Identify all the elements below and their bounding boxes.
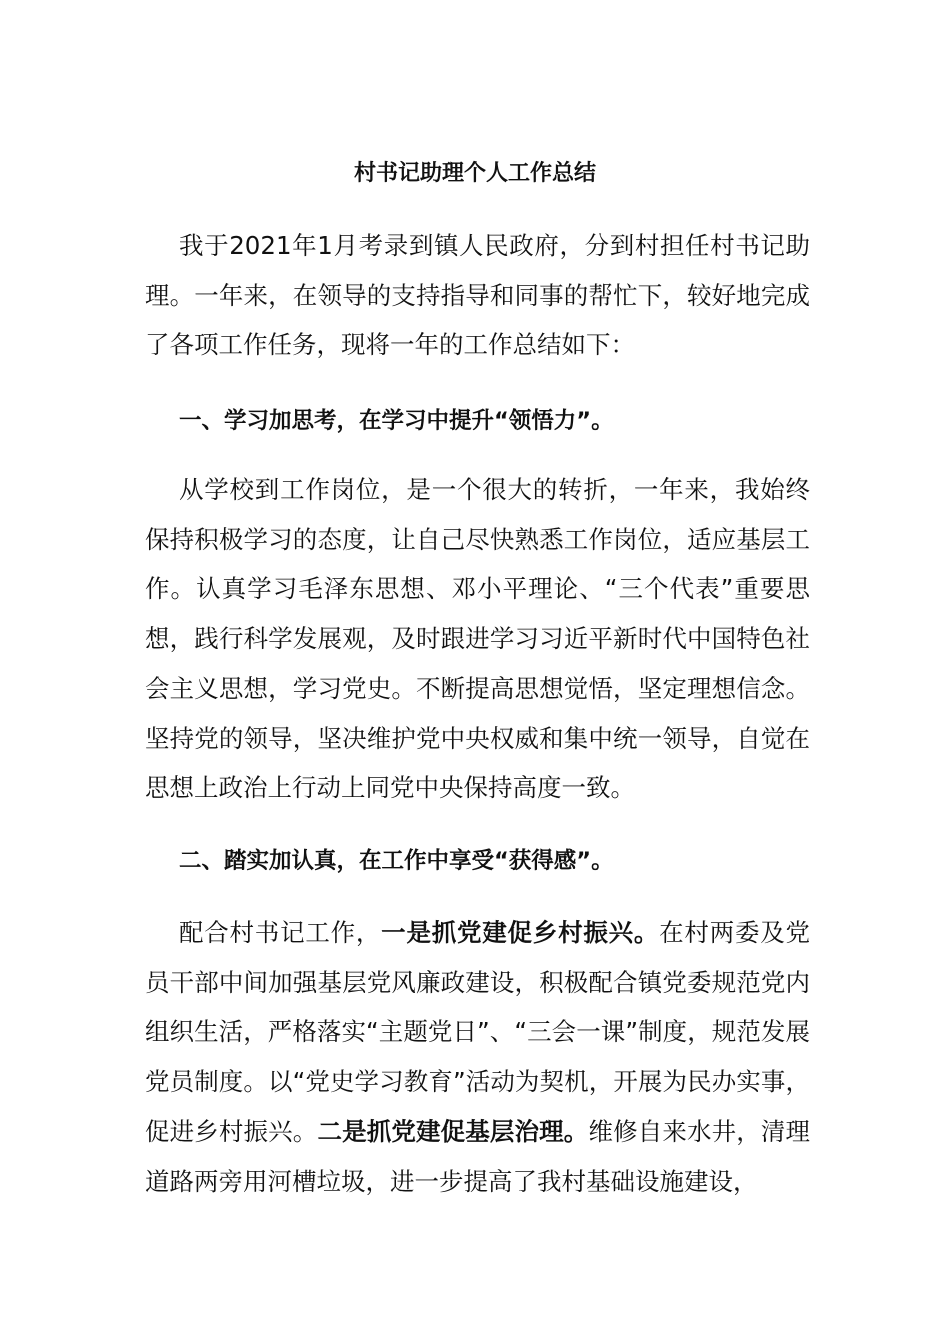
document-title: 村书记助理个人工作总结: [353, 161, 596, 186]
intro-paragraph: 我于2021年1月考录到镇人民政府，分到村担任村书记助理。一年来，在领导的支持指导和同事的帮忙下，较好地完成了各项工作任务，现将一年的工作总结如下：: [145, 231, 810, 360]
section-2-bold-point-2: 二是抓党建促基层治理。: [317, 1116, 589, 1146]
section-1-heading: 一、学习加思考，在学习中提升“领悟力”。: [179, 408, 614, 434]
section-2-heading: 二、踏实加认真，在工作中享受“获得感”。: [179, 848, 614, 874]
section-2-text-2: 在村两委及党员干部中间加强基层党风廉政建设，积极配合镇党委规范党内组织生活，严格落实“主题党日”、“三会一课”制度，规范发展党员制度。以“党史学习教育”活动为契机，开展为民办实事，促进乡村振兴。: [145, 918, 811, 1146]
section-2-text-3: 维修自来水井，清理道路两旁用河槽垃圾，进一步提高了我村基础设施建设，: [145, 1116, 811, 1196]
section-1-body: 从学校到工作岗位，是一个很大的转折，一年来，我始终保持积极学习的态度，让自己尽快熟悉工作岗位，适应基层工作。认真学习毛泽东思想、邓小平理论、“三个代表”重要思想，践行科学发展观，及时跟进学习习近平新时代中国特色社会主义思想，学习党史。不断提高思想觉悟，坚定理想信念。坚持党的领导，坚决维护党中央权威和集中统一领导，自觉在思想上政治上行动上同党中央保持高度一致。: [145, 475, 810, 803]
section-2-bold-point-1: 一是抓党建促乡村振兴。: [381, 918, 660, 947]
section-2-body: [145, 908, 810, 1206]
section-2-text-1: 配合村书记工作，: [179, 918, 382, 947]
